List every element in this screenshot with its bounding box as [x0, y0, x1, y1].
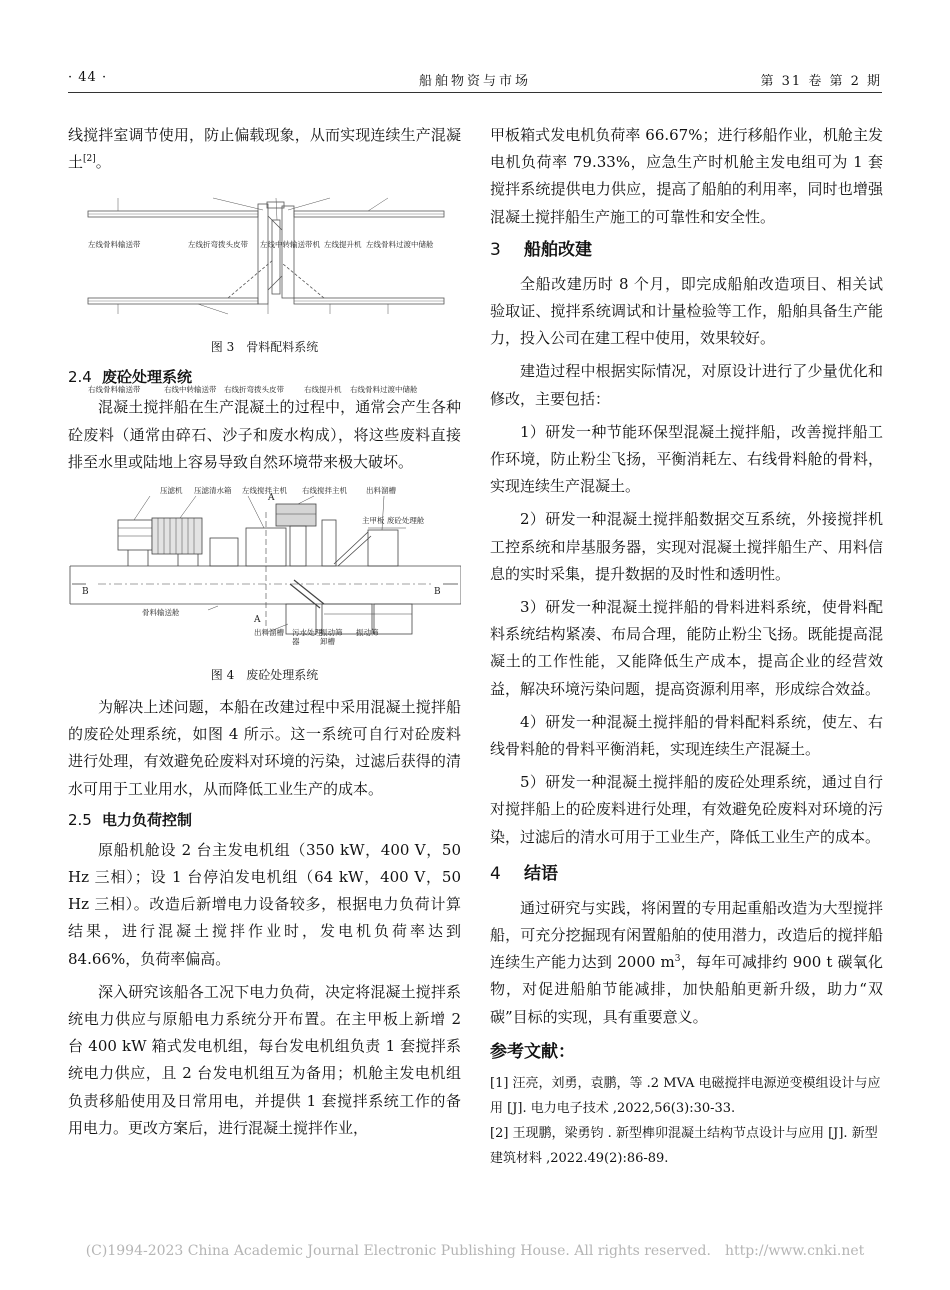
fig4-label-section-b-right: B [434, 587, 441, 598]
section-2-5-paragraph-2: 深入研究该船各工况下电力负荷，决定将混凝土搅拌系统电力供应与原船电力系统分开布置。在主甲板上新增 2 台 400 kW 箱式发电机组，每台发电机组负责 1 套搅拌系统电力供应，且 2 台发电机组互为备用；机舱主发电机组负责移船使用及日常用电，并提供 1 套搅拌系统工作的备用电力。更改方案后，进行混凝土搅拌作业， [68, 982, 461, 1137]
fig3-label-left-buffer: 左线骨料过渡中储舱 [366, 240, 434, 250]
journal-title: 船舶物资与市场 [418, 74, 531, 89]
fig3-label-left-transfer-belt: 左线中转输送带机 [260, 240, 320, 250]
page-number: · 44 · [68, 70, 108, 85]
section-2-5-heading: 2.5 电力负荷控制 [68, 810, 193, 829]
figure-3-diagram [68, 180, 461, 332]
section-3-paragraph-2: 建造过程中根据实际情况，对原设计进行了少量优化和修改，主要包括： [490, 362, 883, 408]
fig4-label-section-a-top: A [268, 493, 275, 504]
section-3-heading: 3 船舶改建 [490, 239, 592, 260]
header-rule [68, 92, 882, 93]
fig4-label-clear-water-tank: 压滤清水箱 [194, 486, 232, 496]
fig4-label-sewage-processor: 污水处理器 [292, 628, 322, 647]
continued-paragraph: 甲板箱式发电机负荷率 66.67%；进行移船作业，机舱主发电机负荷率 79.33%，应急生产时机舱主发电组可为 1 套搅拌系统提供电力供应，提高了船舶的利用率，同时也增强混凝土搅拌船生产施工的可靠性和安全性。 [490, 126, 883, 226]
left-column [68, 122, 461, 1142]
fig4-label-screen-discharge: 振动筛卸槽 [320, 628, 343, 647]
references-heading: 参考文献： [490, 1041, 575, 1062]
intro-paragraph: 线搅拌室调节使用，防止偏载现象，从而实现连续生产混凝土[2]。 [68, 126, 461, 172]
list-item: 4）研发一种混凝土搅拌船的骨料配料系统，使左、右线骨料舱的骨料平衡消耗，实现连续生产混凝土。 [490, 712, 883, 759]
fig3-label-right-bend-belt: 右线折弯拨头皮带 [224, 385, 284, 395]
running-header [68, 66, 882, 90]
fig4-label-vibrating-screen: 振动筛 [356, 628, 379, 638]
section-2-4-heading: 2.4 废砼处理系统 [68, 368, 193, 387]
copyright-footer: (C)1994-2023 China Academic Journal Electronic Publishing House. All rights reserved. http://www.cnki.net [85, 1243, 865, 1259]
fig3-label-left-elevator: 左线提升机 [324, 240, 362, 250]
right-column [490, 122, 883, 1171]
figure-4-caption: 图 4 废砼处理系统 [210, 668, 319, 683]
figure-3-caption: 图 3 骨料配料系统 [210, 340, 319, 355]
fig4-label-section-b-left: B [82, 587, 89, 598]
reference-item: [2] 王现鹏，梁勇钧 . 新型榫卯混凝土结构节点设计与应用 [J]. 新型建筑材料 ,2022.49(2):86-89. [490, 1125, 878, 1166]
section-2-4-paragraph: 混凝土搅拌船在生产混凝土的过程中，通常会产生各种砼废料（通常由碎石、沙子和废水构成），将这些废料直接排至水里或陆地上容易导致自然环境带来极大破坏。 [68, 398, 461, 471]
fig4-label-filter-press: 压滤机 [160, 486, 183, 496]
fig4-label-left-mixer: 左线搅拌主机 [242, 486, 287, 496]
fig4-label-deck-treatment: 主甲板 废砼处理舱 [362, 516, 425, 526]
fig3-label-right-buffer: 右线骨料过渡中储舱 [350, 385, 418, 395]
fig4-label-section-a-bottom: A [254, 615, 261, 626]
list-item: 2）研发一种混凝土搅拌船数据交互系统，外接搅拌机工控系统和岸基服务器，实现对混凝土搅拌船生产、用料信息的实时采集，提升数据的及时性和透明性。 [490, 510, 883, 583]
fig4-follow-paragraph: 为解决上述问题，本船在改建过程中采用混凝土搅拌船的废砼处理系统，如图 4 所示。这一系统可自行对砼废料进行处理，有效避免砼废料对环境的污染，过滤后获得的清水可用于工业用水，从而降低工业生产的成本。 [68, 698, 461, 798]
conclusion-paragraph: 通过研究与实践，将闲置的专用起重船改造为大型搅拌船，可充分挖掘现有闲置船舶的使用潜力，改造后的搅拌船连续生产能力达到 2000 $m^3$，每年可减排约 900 t 碳氧化物，对促进船舶节能减排，加快船舶更新升级，助力“双碳”目标的实现，具有重要意义。 [490, 898, 883, 1026]
fig3-label-right-transfer-belt: 右线中转输送带 [164, 385, 217, 395]
citation-2[interactable]: [2] [83, 154, 96, 165]
list-item: 3）研发一种混凝土搅拌船的骨料进料系统，使骨料配料系统结构紧凑、布局合理，能防止粉尘飞扬。既能提高混凝土的工作性能，又能降低生产成本，提高企业的经营效益，解决环境污染问题，提高资源利用率，形成综合效益。 [490, 598, 883, 698]
section-4-heading: 4 结语 [490, 863, 558, 884]
fig4-label-aggregate-hold: 骨料输送舱 [142, 608, 180, 618]
fig4-label-discharge-chute: 出料溜槽 [366, 486, 396, 496]
list-item: 5）研发一种混凝土搅拌船的废砼处理系统，通过自行对搅拌船上的砼废料进行处理，有效避免砼废料对环境的污染，过滤后的清水可用于工业生产，降低工业生产的成本。 [490, 773, 883, 846]
list-item: 1）研发一种节能环保型混凝土搅拌船，改善搅拌船工作环境，防止粉尘飞扬，平衡消耗左、右线骨料舱的骨料，实现连续生产混凝土。 [490, 422, 883, 496]
fig3-label-right-conveyor: 右线骨料输送带 [88, 385, 141, 395]
section-2-5-paragraph-1: 原船机舱设 2 台主发电机组（350 kW，400 V，50 Hz 三相）；设 1 台停泊发电机组（64 kW，400 V，50 Hz 三相）。改造后新增电力设备较多，根据电力负荷计算结果，进行混凝土搅拌作业时，发电机负荷率达到 84.66%，负荷率偏高。 [68, 840, 461, 968]
fig4-label-bottom-chute: 出料溜槽 [254, 628, 284, 638]
fig4-label-right-mixer: 右线搅拌主机 [302, 486, 347, 496]
fig3-label-left-bend-belt: 左线折弯拨头皮带 [188, 240, 248, 250]
fig3-label-right-elevator: 右线提升机 [304, 385, 342, 395]
reference-item: [1] 汪亮，刘勇，袁鹏，等 .2 MVA 电磁搅拌电源逆变模组设计与应用 [J]. 电力电子技术 ,2022,56(3):30-33. [490, 1075, 881, 1116]
figure-4 [68, 484, 461, 660]
fig3-label-left-conveyor: 左线骨料输送带 [88, 240, 141, 250]
section-3-paragraph-1: 全船改建历时 8 个月，即完成船舶改造项目、相关试验取证、搅拌系统调试和计量检验等工作，船舶具备生产能力，投入公司在建工程中使用，效果较好。 [490, 274, 883, 348]
issue-info: 第 31 卷 第 2 期 [760, 74, 882, 89]
